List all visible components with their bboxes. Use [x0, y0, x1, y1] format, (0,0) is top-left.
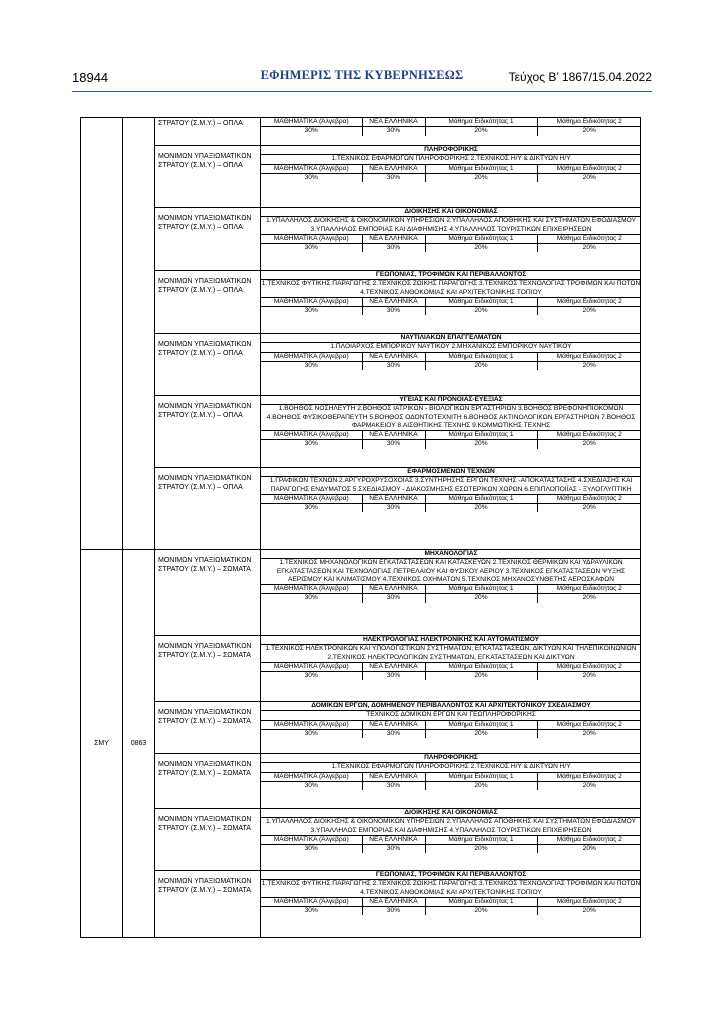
subject-greek: ΝΕΑ ΕΛΛΗΝΙΚΑ: [362, 897, 425, 906]
subject-spec2: Μάθημα Ειδικότητας 2: [537, 431, 641, 440]
subject-header-row: [261, 585, 641, 594]
weight-value: 20%: [537, 307, 641, 316]
subject-math: ΜΑΘΗΜΑΤΙΚΑ (Άλγεβρα): [261, 897, 362, 906]
subject-math: ΜΑΘΗΜΑΤΙΚΑ (Άλγεβρα): [261, 585, 362, 594]
weight-value: 30%: [362, 907, 425, 916]
category-cell: [155, 550, 261, 636]
weight-value: 30%: [304, 594, 318, 602]
specialties-list: 1.ΥΠΑΛΛΗΛΟΣ ΔΙΟΙΚΗΣΗΣ & ΟΙΚΟΝΟΜΙΚΩΝ ΥΠΗΡΕΣΙΩΝ 2.ΥΠΑΛΛΗΛΟΣ ΑΠΟΘΗΚΗΣ ΚΑΙ ΣΥΣΤΗΜΑΤΩΝ ΕΦΟΔΙΑΣΜΟΥ 3.ΥΠΑΛΛΗΛΟΣ ΕΜΠΟΡΙΑΣ ΚΑΙ ΔΙΑΦΗΜΙΣΗΣ 4.ΥΠΑΛΛΗΛΟΣ ΤΟΥΡΙΣΤΙΚΩΝ ΕΠΙΧΕΙΡΗΣΕΩΝ: [261, 217, 641, 235]
category-cell: [155, 208, 261, 271]
weight-value: 30%: [304, 845, 318, 853]
subject-spec1: Μάθημα Ειδικότητας 1: [425, 431, 537, 440]
subject-spec1: Μάθημα Ειδικότητας 1: [425, 297, 537, 306]
group-title: ΗΛΕΚΤΡΟΛΟΓΙΑΣ ΗΛΕΚΤΡΟΝΙΚΗΣ ΚΑΙ ΑΥΤΟΜΑΤΙΣΜΟΥ: [261, 636, 641, 645]
subject-header-row: [261, 835, 641, 844]
specialty-group: [261, 334, 641, 370]
subject-spec2: Μάθημα Ειδικότητας 2: [537, 585, 641, 594]
weight-value: 20%: [425, 307, 537, 316]
category-label: ΜΟΝΙΜΩΝ ΥΠΑΞΙΩΜΑΤΙΚΩΝ ΣΤΡΑΤΟΥ (Σ.Μ.Υ.) – ΟΠΛΑ: [158, 403, 252, 420]
weight-value: 30%: [304, 672, 318, 680]
table-row: [81, 468, 641, 550]
weight-value: 30%: [304, 440, 318, 448]
group-title-row: [261, 871, 641, 880]
weight-value: 20%: [537, 361, 641, 370]
specialty-group: [261, 702, 641, 738]
weight-value: 20%: [537, 907, 641, 916]
specialties-list: 1.ΤΕΧΝΙΚΟΣ ΕΦΑΡΜΟΓΩΝ ΠΛΗΡΟΦΟΡΙΚΗΣ 2.ΤΕΧΝΙΚΟΣ Η/Υ & ΔΙΚΤΥΩΝ Η/Υ: [261, 763, 641, 772]
specialties-row: [261, 559, 641, 585]
weight-value: 20%: [537, 594, 641, 603]
group-title: ΜΗΧΑΝΟΛΟΓΙΑΣ: [261, 550, 641, 559]
weight-value: 30%: [362, 307, 425, 316]
table-row: [81, 208, 641, 271]
specialties-row: [261, 880, 641, 898]
specialty-group: [261, 271, 641, 315]
specialty-group: [261, 871, 641, 915]
table-row: [81, 118, 641, 146]
subject-spec1: Μάθημα Ειδικότητας 1: [425, 234, 537, 243]
weight-value: 20%: [537, 244, 641, 253]
subject-header-row: [261, 118, 641, 127]
issue-label: Τεύχος Β’ 1867/15.04.2022: [508, 70, 652, 84]
weight-value: 30%: [304, 173, 318, 181]
group-title-row: [261, 146, 641, 155]
category-label: ΜΟΝΙΜΩΝ ΥΠΑΞΙΩΜΑΤΙΚΩΝ ΣΤΡΑΤΟΥ (Σ.Μ.Υ.) – ΟΠΛΑ: [158, 153, 252, 170]
category-cell: [155, 871, 261, 938]
table-row: [81, 396, 641, 468]
specialties-list: 1.ΤΕΧΝΙΚΟΣ ΦΥΤΙΚΗΣ ΠΑΡΑΓΩΓΗΣ 2.ΤΕΧΝΙΚΟΣ ΖΩΙΚΗΣ ΠΑΡΑΓΩΓΗΣ 3.ΤΕΧΝΙΚΟΣ ΤΕΧΝΟΛΟΓΙΑΣ ΤΡΟΦΙΜΩΝ ΚΑΙ ΠΟΤΩΝ 4.ΤΕΧΝΙΚΟΣ ΑΝΘΟΚΟΜΙΑΣ ΚΑΙ ΑΡΧΙΤΕΚΤΟΝΙΚΗΣ ΤΟΠΙΟΥ: [261, 880, 641, 896]
category-cell: [155, 118, 261, 146]
category-cell: [155, 146, 261, 208]
subject-header-row: [261, 431, 641, 440]
specialty-group: [261, 396, 641, 449]
subject-header-row: [261, 720, 641, 729]
weight-value: 20%: [537, 127, 641, 136]
specialties-row: [261, 405, 641, 431]
specialty-group: [261, 809, 641, 853]
group-title: ΥΓΕΙΑΣ ΚΑΙ ΠΡΟΝΟΙΑΣ-ΕΥΕΞΙΑΣ: [261, 396, 641, 405]
subject-greek: ΝΕΑ ΕΛΛΗΝΙΚΑ: [362, 164, 425, 173]
specialty-group-cell: [261, 809, 641, 871]
subject-spec2: Μάθημα Ειδικότητας 2: [537, 164, 641, 173]
table-row: [81, 334, 641, 396]
subject-math: ΜΑΘΗΜΑΤΙΚΑ (Άλγεβρα): [261, 297, 362, 306]
subject-header-row: [261, 772, 641, 781]
service-code-cell: [81, 118, 123, 550]
subject-spec2: Μάθημα Ειδικότητας 2: [537, 662, 641, 671]
specialties-row: [261, 343, 641, 352]
weight-value: 20%: [537, 504, 641, 513]
weight-value: 30%: [362, 594, 425, 603]
gazette-title: ΕΦΗΜΕΡΙΣ ΤΗΣ ΚΥΒΕΡΝΗΣΕΩΣ: [260, 68, 464, 82]
weights-row: [261, 781, 641, 790]
subject-spec2: Μάθημα Ειδικότητας 2: [537, 835, 641, 844]
group-title: ΔΟΜΙΚΩΝ ΕΡΓΩΝ, ΔΟΜΗΜΕΝΟΥ ΠΕΡΙΒΑΛΛΟΝΤΟΣ ΚΑΙ ΑΡΧΙΤΕΚΤΟΝΙΚΟΥ ΣΧΕΔΙΑΣΜΟΥ: [261, 702, 641, 711]
category-label: ΜΟΝΙΜΩΝ ΥΠΑΞΙΩΜΑΤΙΚΩΝ ΣΤΡΑΤΟΥ (Σ.Μ.Υ.) – ΣΩΜΑΤΑ: [158, 761, 252, 778]
subject-spec2: Μάθημα Ειδικότητας 2: [537, 720, 641, 729]
specialties-row: [261, 477, 641, 495]
specialties-row: [261, 280, 641, 298]
category-cell: [155, 396, 261, 468]
specialty-group-cell: [261, 754, 641, 809]
subject-greek: ΝΕΑ ΕΛΛΗΝΙΚΑ: [362, 494, 425, 503]
table-row: [81, 702, 641, 754]
subject-spec1: Μάθημα Ειδικότητας 1: [425, 835, 537, 844]
specialty-group-cell: [261, 871, 641, 938]
group-title-row: [261, 271, 641, 280]
specialty-group-cell: [261, 636, 641, 702]
weight-value: 20%: [537, 729, 641, 738]
page-header: [72, 68, 652, 90]
group-title: ΝΑΥΤΙΛΙΑΚΩΝ ΕΠΑΓΓΕΛΜΑΤΩΝ: [261, 334, 641, 343]
weight-value: 30%: [304, 729, 318, 737]
specialty-group-cell: [261, 146, 641, 208]
category-cell: [155, 702, 261, 754]
category-label: ΜΟΝΙΜΩΝ ΥΠΑΞΙΩΜΑΤΙΚΩΝ ΣΤΡΑΤΟΥ (Σ.Μ.Υ.) – ΣΩΜΑΤΑ: [158, 643, 252, 660]
weight-value: 30%: [304, 907, 318, 915]
specialty-group: [261, 118, 641, 136]
specialty-group-cell: [261, 396, 641, 468]
weight-value: 20%: [425, 361, 537, 370]
category-label: ΜΟΝΙΜΩΝ ΥΠΑΞΙΩΜΑΤΙΚΩΝ ΣΤΡΑΤΟΥ (Σ.Μ.Υ.) – ΟΠΛΑ: [158, 341, 252, 358]
subject-spec2: Μάθημα Ειδικότητας 2: [537, 118, 641, 127]
subject-greek: ΝΕΑ ΕΛΛΗΝΙΚΑ: [362, 835, 425, 844]
subject-math: ΜΑΘΗΜΑΤΙΚΑ (Άλγεβρα): [261, 772, 362, 781]
weight-value: 30%: [304, 127, 318, 135]
subject-greek: ΝΕΑ ΕΛΛΗΝΙΚΑ: [362, 662, 425, 671]
subject-spec2: Μάθημα Ειδικότητας 2: [537, 352, 641, 361]
specialty-group-cell: [261, 271, 641, 334]
table-row: [81, 636, 641, 702]
group-title: ΔΙΟΙΚΗΣΗΣ ΚΑΙ ΟΙΚΟΝΟΜΙΑΣ: [261, 208, 641, 217]
weight-value: 20%: [537, 845, 641, 854]
group-title: ΓΕΩΠΟΝΙΑΣ, ΤΡΟΦΙΜΩΝ ΚΑΙ ΠΕΡΙΒΑΛΛΟΝΤΟΣ: [261, 871, 641, 880]
subject-math: ΜΑΘΗΜΑΤΙΚΑ (Άλγεβρα): [261, 720, 362, 729]
allocation-table: [80, 117, 641, 938]
weights-row: [261, 594, 641, 603]
subject-header-row: [261, 297, 641, 306]
group-title-row: [261, 396, 641, 405]
category-label: ΜΟΝΙΜΩΝ ΥΠΑΞΙΩΜΑΤΙΚΩΝ ΣΤΡΑΤΟΥ (Σ.Μ.Υ.) – ΟΠΛΑ: [158, 278, 252, 295]
weight-value: 20%: [425, 907, 537, 916]
group-title-row: [261, 702, 641, 711]
subject-spec1: Μάθημα Ειδικότητας 1: [425, 118, 537, 127]
group-title-row: [261, 754, 641, 763]
specialty-group-cell: [261, 208, 641, 271]
subject-greek: ΝΕΑ ΕΛΛΗΝΙΚΑ: [362, 772, 425, 781]
group-title: ΕΦΑΡΜΟΣΜΕΝΩΝ ΤΕΧΝΩΝ: [261, 468, 641, 477]
specialty-group: [261, 146, 641, 182]
subject-greek: ΝΕΑ ΕΛΛΗΝΙΚΑ: [362, 431, 425, 440]
specialties-list: 1.ΤΕΧΝΙΚΟΣ ΕΦΑΡΜΟΓΩΝ ΠΛΗΡΟΦΟΡΙΚΗΣ 2.ΤΕΧΝΙΚΟΣ Η/Υ & ΔΙΚΤΥΩΝ Η/Υ: [261, 155, 641, 164]
weight-value: 30%: [362, 504, 425, 513]
weights-row: [261, 845, 641, 854]
specialties-row: [261, 711, 641, 720]
subject-greek: ΝΕΑ ΕΛΛΗΝΙΚΑ: [362, 297, 425, 306]
group-title: ΠΛΗΡΟΦΟΡΙΚΗΣ: [261, 754, 641, 763]
specialties-list: 1.ΒΟΗΘΟΣ ΝΟΣΗΛΕΥΤΗ 2.ΒΟΗΘΟΣ ΙΑΤΡΙΚΩΝ - ΒΙΟΛΟΓΙΚΩΝ ΕΡΓΑΣΤΗΡΙΩΝ 3.ΒΟΗΘΟΣ ΒΡΕΦΟΝΗΠΙΟΚΟΜΩΝ 4.ΒΟΗΘΟΣ ΦΥΣΙΚΟΘΕΡΑΠΕΥΤΗ 5.ΒΟΗΘΟΣ ΟΔΟΝΤΟΤΕΧΝΙΤΗ 6.ΒΟΗΘΟΣ ΑΚΤΙΝΟΛΟΓΙΚΩΝ ΕΡΓΑΣΤΗΡΙΩΝ 7.ΒΟΗΘΟΣ ΦΑΡΜΑΚΕΙΟΥ 8.ΑΙΣΘΗΤΙΚΗΣ ΤΕΧΝΗΣ 9.ΚΟΜΜΩΤΙΚΗΣ ΤΕΧΝΗΣ: [261, 405, 641, 431]
subject-math: ΜΑΘΗΜΑΤΙΚΑ (Άλγεβρα): [261, 234, 362, 243]
subject-greek: ΝΕΑ ΕΛΛΗΝΙΚΑ: [362, 118, 425, 127]
group-title-row: [261, 809, 641, 818]
specialties-list: ΤΕΧΝΙΚΟΣ ΔΟΜΙΚΩΝ ΕΡΓΩΝ ΚΑΙ ΓΕΩΠΛΗΡΟΦΟΡΙΚΗΣ: [261, 711, 641, 720]
specialty-group: [261, 208, 641, 252]
category-label: ΜΟΝΙΜΩΝ ΥΠΑΞΙΩΜΑΤΙΚΩΝ ΣΤΡΑΤΟΥ (Σ.Μ.Υ.) – ΣΩΜΑΤΑ: [158, 878, 252, 895]
category-cell: [155, 468, 261, 550]
specialties-list: 1.ΓΡΑΦΙΚΩΝ ΤΕΧΝΩΝ 2.ΑΡΓΥΡΟΧΡΥΣΟΧΟΪΑΣ 3.ΣΥΝΤΗΡΗΣΗΣ ΕΡΓΩΝ ΤΕΧΝΗΣ -ΑΠΟΚΑΤΑΣΤΑΣΗΣ 4.ΣΧΕΔΙΑΣΗΣ ΚΑΙ ΠΑΡΑΓΩΓΗΣ ΕΝΔΥΜΑΤΟΣ 5.ΣΧΕΔΙΑΣΜΟΥ - ΔΙΑΚΟΣΜΗΣΗΣ ΕΣΩΤΕΡΙΚΩΝ ΧΩΡΩΝ 6.ΕΠΙΠΛΟΠΟΙΪΑΣ - ΞΥΛΟΓΛΥΠΤΙΚΗ: [261, 477, 641, 495]
weight-value: 30%: [304, 307, 318, 315]
weights-row: [261, 307, 641, 316]
subject-math: ΜΑΘΗΜΑΤΙΚΑ (Άλγεβρα): [261, 662, 362, 671]
category-label: ΜΟΝΙΜΩΝ ΥΠΑΞΙΩΜΑΤΙΚΩΝ ΣΤΡΑΤΟΥ (Σ.Μ.Υ.) – ΣΩΜΑΤΑ: [158, 557, 252, 574]
subject-greek: ΝΕΑ ΕΛΛΗΝΙΚΑ: [362, 585, 425, 594]
subject-spec1: Μάθημα Ειδικότητας 1: [425, 494, 537, 503]
subject-spec2: Μάθημα Ειδικότητας 2: [537, 772, 641, 781]
weights-row: [261, 173, 641, 182]
category-cell: [155, 334, 261, 396]
specialties-row: [261, 217, 641, 235]
weight-value: 30%: [362, 672, 425, 681]
subject-greek: ΝΕΑ ΕΛΛΗΝΙΚΑ: [362, 352, 425, 361]
weight-value: 30%: [362, 173, 425, 182]
header-rule: [72, 91, 652, 92]
specialties-row: [261, 818, 641, 836]
category-cell: [155, 809, 261, 871]
weight-value: 20%: [425, 781, 537, 790]
subject-spec1: Μάθημα Ειδικότητας 1: [425, 662, 537, 671]
group-title-row: [261, 208, 641, 217]
group-title-row: [261, 468, 641, 477]
weights-row: [261, 504, 641, 513]
specialty-group-cell: [261, 702, 641, 754]
weight-value: 20%: [425, 672, 537, 681]
subject-greek: ΝΕΑ ΕΛΛΗΝΙΚΑ: [362, 720, 425, 729]
school-number-cell: [123, 118, 155, 550]
group-title-row: [261, 636, 641, 645]
weight-value: 30%: [362, 361, 425, 370]
category-label: ΜΟΝΙΜΩΝ ΥΠΑΞΙΩΜΑΤΙΚΩΝ ΣΤΡΑΤΟΥ (Σ.Μ.Υ.) – ΣΩΜΑΤΑ: [158, 709, 252, 726]
category-cell: [155, 754, 261, 809]
specialty-group: [261, 550, 641, 603]
table-row: [81, 754, 641, 809]
subject-spec2: Μάθημα Ειδικότητας 2: [537, 234, 641, 243]
subject-spec2: Μάθημα Ειδικότητας 2: [537, 897, 641, 906]
weights-row: [261, 907, 641, 916]
table-row: [81, 146, 641, 208]
subject-greek: ΝΕΑ ΕΛΛΗΝΙΚΑ: [362, 234, 425, 243]
weights-row: [261, 729, 641, 738]
specialty-group: [261, 468, 641, 512]
specialties-list: 1.ΤΕΧΝΙΚΟΣ ΦΥΤΙΚΗΣ ΠΑΡΑΓΩΓΗΣ 2.ΤΕΧΝΙΚΟΣ ΖΩΙΚΗΣ ΠΑΡΑΓΩΓΗΣ 3.ΤΕΧΝΙΚΟΣ ΤΕΧΝΟΛΟΓΙΑΣ ΤΡΟΦΙΜΩΝ ΚΑΙ ΠΟΤΩΝ 4.ΤΕΧΝΙΚΟΣ ΑΝΘΟΚΟΜΙΑΣ ΚΑΙ ΑΡΧΙΤΕΚΤΟΝΙΚΗΣ ΤΟΠΙΟΥ: [261, 280, 641, 296]
specialty-group-cell: [261, 550, 641, 636]
subject-math: ΜΑΘΗΜΑΤΙΚΑ (Άλγεβρα): [261, 164, 362, 173]
weight-value: 20%: [425, 504, 537, 513]
specialties-row: [261, 155, 641, 164]
group-title: ΠΛΗΡΟΦΟΡΙΚΗΣ: [261, 146, 641, 155]
weight-value: 20%: [425, 729, 537, 738]
subject-header-row: [261, 234, 641, 243]
weight-value: 30%: [362, 781, 425, 790]
service-code-cell: ΣΜΥ: [81, 550, 123, 938]
weight-value: 20%: [425, 440, 537, 449]
specialty-group: [261, 754, 641, 790]
subject-header-row: [261, 352, 641, 361]
subject-header-row: [261, 164, 641, 173]
specialty-group-cell: [261, 468, 641, 550]
subject-header-row: [261, 494, 641, 503]
subject-header-row: [261, 662, 641, 671]
specialties-list: 1.ΤΕΧΝΙΚΟΣ ΗΛΕΚΤΡΟΝΙΚΩΝ ΚΑΙ ΥΠΟΛΟΓΙΣΤΙΚΩΝ ΣΥΣΤΗΜΑΤΩΝ, ΕΓΚΑΤΑΣΤΑΣΕΩΝ, ΔΙΚΤΥΩΝ ΚΑΙ ΤΗΛΕΠΙΚΟΙΝΩΝΙΩΝ 2.ΤΕΧΝΙΚΟΣ ΗΛΕΚΤΡΟΛΟΓΙΚΩΝ ΣΥΣΤΗΜΑΤΩΝ, ΕΓΚΑΤΑΣΤΑΣΕΩΝ ΚΑΙ ΔΙΚΤΥΩΝ: [261, 645, 641, 663]
subject-spec1: Μάθημα Ειδικότητας 1: [425, 720, 537, 729]
weight-value: 20%: [425, 244, 537, 253]
category-cell: [155, 271, 261, 334]
table-row: [81, 271, 641, 334]
subject-math: ΜΑΘΗΜΑΤΙΚΑ (Άλγεβρα): [261, 431, 362, 440]
category-label: ΜΟΝΙΜΩΝ ΥΠΑΞΙΩΜΑΤΙΚΩΝ ΣΤΡΑΤΟΥ (Σ.Μ.Υ.) – ΣΩΜΑΤΑ: [158, 816, 252, 833]
table-row: [81, 871, 641, 938]
weight-value: 20%: [537, 440, 641, 449]
weight-value: 20%: [425, 173, 537, 182]
weight-value: 20%: [425, 845, 537, 854]
group-title: ΔΙΟΙΚΗΣΗΣ ΚΑΙ ΟΙΚΟΝΟΜΙΑΣ: [261, 809, 641, 818]
weights-row: [261, 672, 641, 681]
weight-value: 30%: [304, 504, 318, 512]
weight-value: 20%: [537, 781, 641, 790]
subject-spec2: Μάθημα Ειδικότητας 2: [537, 494, 641, 503]
subject-math: ΜΑΘΗΜΑΤΙΚΑ (Άλγεβρα): [261, 835, 362, 844]
weights-row: [261, 244, 641, 253]
specialty-group-cell: [261, 334, 641, 396]
specialties-list: 1.ΠΛΟΙΑΡΧΟΣ ΕΜΠΟΡΙΚΟΥ ΝΑΥΤΙΚΟΥ 2.ΜΗΧΑΝΙΚΟΣ ΕΜΠΟΡΙΚΟΥ ΝΑΥΤΙΚΟΥ: [261, 343, 641, 352]
subject-math: ΜΑΘΗΜΑΤΙΚΑ (Άλγεβρα): [261, 118, 362, 127]
specialty-group: [261, 636, 641, 680]
subject-spec1: Μάθημα Ειδικότητας 1: [425, 772, 537, 781]
weight-value: 20%: [425, 594, 537, 603]
school-number-cell: 0863: [123, 550, 155, 938]
specialty-group-cell: [261, 118, 641, 146]
category-label: ΜΟΝΙΜΩΝ ΥΠΑΞΙΩΜΑΤΙΚΩΝ ΣΤΡΑΤΟΥ (Σ.Μ.Υ.) – ΟΠΛΑ: [158, 215, 252, 232]
weight-value: 30%: [304, 361, 318, 369]
weight-value: 30%: [362, 729, 425, 738]
subject-header-row: [261, 897, 641, 906]
group-title-row: [261, 334, 641, 343]
weight-value: 30%: [362, 845, 425, 854]
weights-row: [261, 361, 641, 370]
weights-row: [261, 127, 641, 136]
page-number: 18944: [72, 70, 109, 85]
weight-value: 30%: [362, 244, 425, 253]
group-title: ΓΕΩΠΟΝΙΑΣ, ΤΡΟΦΙΜΩΝ ΚΑΙ ΠΕΡΙΒΑΛΛΟΝΤΟΣ: [261, 271, 641, 280]
weight-value: 30%: [362, 127, 425, 136]
subject-spec2: Μάθημα Ειδικότητας 2: [537, 297, 641, 306]
subject-math: ΜΑΘΗΜΑΤΙΚΑ (Άλγεβρα): [261, 494, 362, 503]
weight-value: 30%: [304, 781, 318, 789]
category-cell: [155, 636, 261, 702]
category-label: ΣΤΡΑΤΟΥ (Σ.Μ.Υ.) – ΟΠΛΑ: [158, 120, 243, 127]
specialties-list: 1.ΤΕΧΝΙΚΟΣ ΜΗΧΑΝΟΛΟΓΙΚΩΝ ΕΓΚΑΤΑΣΤΑΣΕΩΝ ΚΑΙ ΚΑΤΑΣΚΕΥΩΝ 2.ΤΕΧΝΙΚΟΣ ΘΕΡΜΙΚΩΝ ΚΑΙ ΥΔΡΑΥΛΙΚΩΝ ΕΓΚΑΤΑΣΤΑΣΕΩΝ ΚΑΙ ΤΕΧΝΟΛΟΓΙΑΣ ΠΕΤΡΕΛΑΙΟΥ ΚΑΙ ΦΥΣΙΚΟΥ ΑΕΡΙΟΥ 3.ΤΕΧΝΙΚΟΣ ΕΓΚΑΤΑΣΤΑΣΕΩΝ ΨΥΞΗΣ ΑΕΡΙΣΜΟΥ ΚΑΙ ΚΛΙΜΑΤΙΣΜΟΥ 4.ΤΕΧΝΙΚΟΣ ΟΧΗΜΑΤΩΝ 5.ΤΕΧΝΙΚΟΣ ΜΗΧΑΝΟΣΥΝΘΕΤΗΣ ΑΕΡΟΣΚΑΦΩΝ: [261, 559, 641, 585]
specialties-list: 1.ΥΠΑΛΛΗΛΟΣ ΔΙΟΙΚΗΣΗΣ & ΟΙΚΟΝΟΜΙΚΩΝ ΥΠΗΡΕΣΙΩΝ 2.ΥΠΑΛΛΗΛΟΣ ΑΠΟΘΗΚΗΣ ΚΑΙ ΣΥΣΤΗΜΑΤΩΝ ΕΦΟΔΙΑΣΜΟΥ 3.ΥΠΑΛΛΗΛΟΣ ΕΜΠΟΡΙΑΣ ΚΑΙ ΔΙΑΦΗΜΙΣΗΣ 4.ΥΠΑΛΛΗΛΟΣ ΤΟΥΡΙΣΤΙΚΩΝ ΕΠΙΧΕΙΡΗΣΕΩΝ: [261, 818, 641, 836]
table-row: [81, 550, 641, 636]
specialties-row: [261, 645, 641, 663]
category-label: ΜΟΝΙΜΩΝ ΥΠΑΞΙΩΜΑΤΙΚΩΝ ΣΤΡΑΤΟΥ (Σ.Μ.Υ.) – ΟΠΛΑ: [158, 475, 252, 492]
weight-value: 20%: [537, 173, 641, 182]
weight-value: 20%: [425, 127, 537, 136]
weights-row: [261, 440, 641, 449]
weight-value: 30%: [304, 244, 318, 252]
specialties-row: [261, 763, 641, 772]
weight-value: 20%: [537, 672, 641, 681]
table-row: [81, 809, 641, 871]
subject-spec1: Μάθημα Ειδικότητας 1: [425, 897, 537, 906]
weight-value: 30%: [362, 440, 425, 449]
subject-spec1: Μάθημα Ειδικότητας 1: [425, 164, 537, 173]
subject-spec1: Μάθημα Ειδικότητας 1: [425, 585, 537, 594]
subject-math: ΜΑΘΗΜΑΤΙΚΑ (Άλγεβρα): [261, 352, 362, 361]
group-title-row: [261, 550, 641, 559]
subject-spec1: Μάθημα Ειδικότητας 1: [425, 352, 537, 361]
